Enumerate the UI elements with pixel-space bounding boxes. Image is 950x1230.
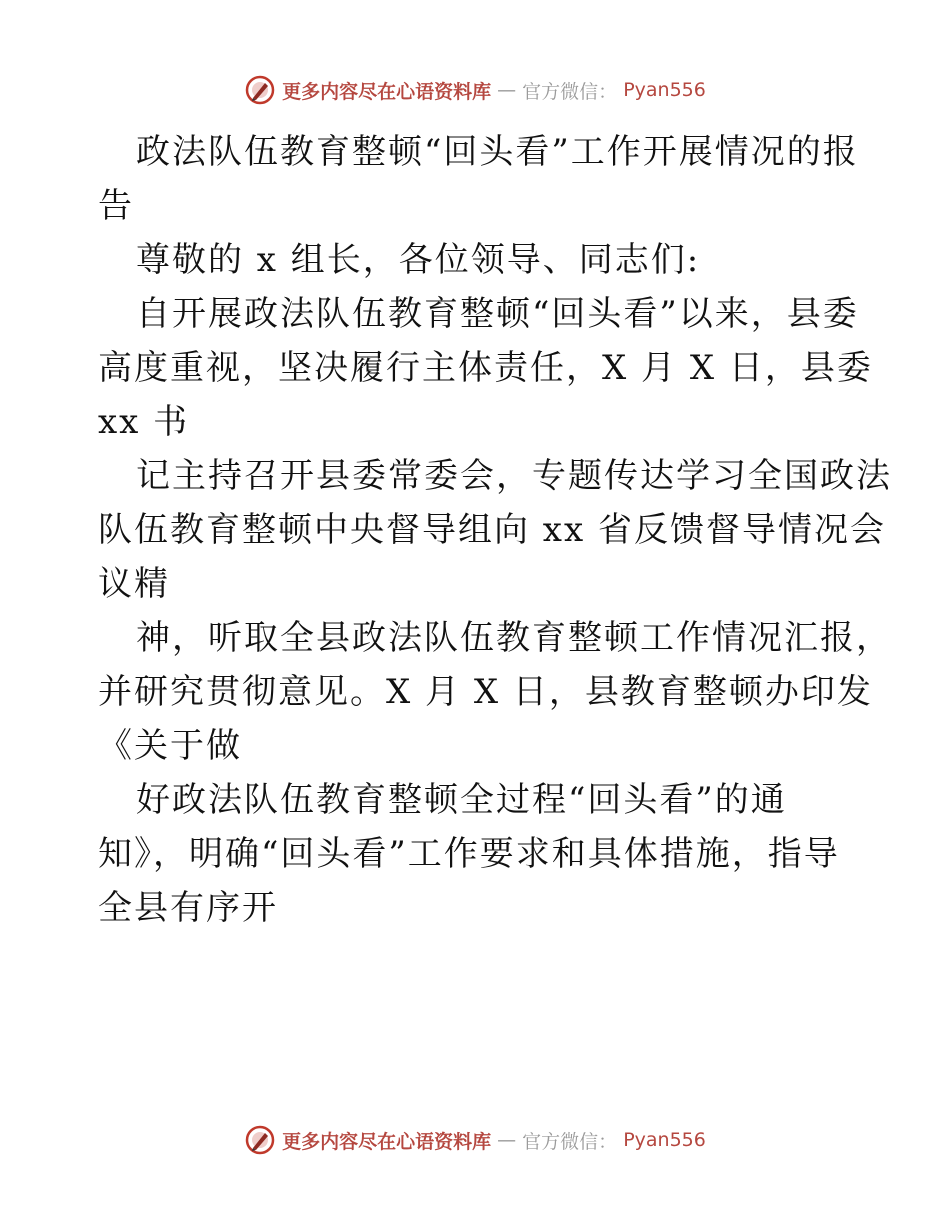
watermark-brand-text: 更多内容尽在心语资料库 <box>282 1130 492 1153</box>
pen-logo-icon <box>244 1124 276 1156</box>
text-line: 知》，明确“回头看”工作要求和具体措施，指导 <box>98 834 840 874</box>
watermark-brand-text: 更多内容尽在心语资料库 <box>282 80 492 103</box>
watermark-wechat-label: 官方微信： <box>522 1130 618 1153</box>
text-line: 尊敬的 x 组长，各位领导、同志们: <box>136 240 701 280</box>
watermark-separator: — <box>497 1129 517 1151</box>
pen-logo-icon <box>244 74 276 106</box>
document-body <box>98 125 892 935</box>
watermark-wechat-id: Pyan556 <box>623 79 706 101</box>
text-line: 记主持召开县委常委会，专题传达学习全国政法 <box>136 456 892 496</box>
text-line: 自开展政法队伍教育整顿“回头看”以来，县委 <box>136 294 859 334</box>
watermark-wechat-label: 官方微信： <box>522 80 618 103</box>
text-line: 《关于做 <box>98 726 242 766</box>
text-line: 并研究贯彻意见。X 月 X 日，县教育整顿办印发 <box>98 672 873 712</box>
text-line: 队伍教育整顿中央督导组向 xx 省反馈督导情况会 <box>98 510 886 550</box>
text-line: 神，听取全县政法队伍教育整顿工作情况汇报， <box>136 618 892 658</box>
text-line: 告 <box>98 186 134 226</box>
text-line: xx 书 <box>98 402 190 442</box>
text-line: 议精 <box>98 564 170 604</box>
text-line: 全县有序开 <box>98 888 278 928</box>
text-line: 好政法队伍教育整顿全过程“回头看”的通 <box>136 780 787 820</box>
watermark-wechat-id: Pyan556 <box>623 1129 706 1151</box>
watermark-banner-top <box>0 70 950 110</box>
watermark-separator: — <box>497 79 517 101</box>
watermark-banner-bottom <box>0 1120 950 1160</box>
text-line: 政法队伍教育整顿“回头看”工作开展情况的报 <box>136 132 859 172</box>
text-line: 高度重视，坚决履行主体责任，X 月 X 日，县委 <box>98 348 873 388</box>
